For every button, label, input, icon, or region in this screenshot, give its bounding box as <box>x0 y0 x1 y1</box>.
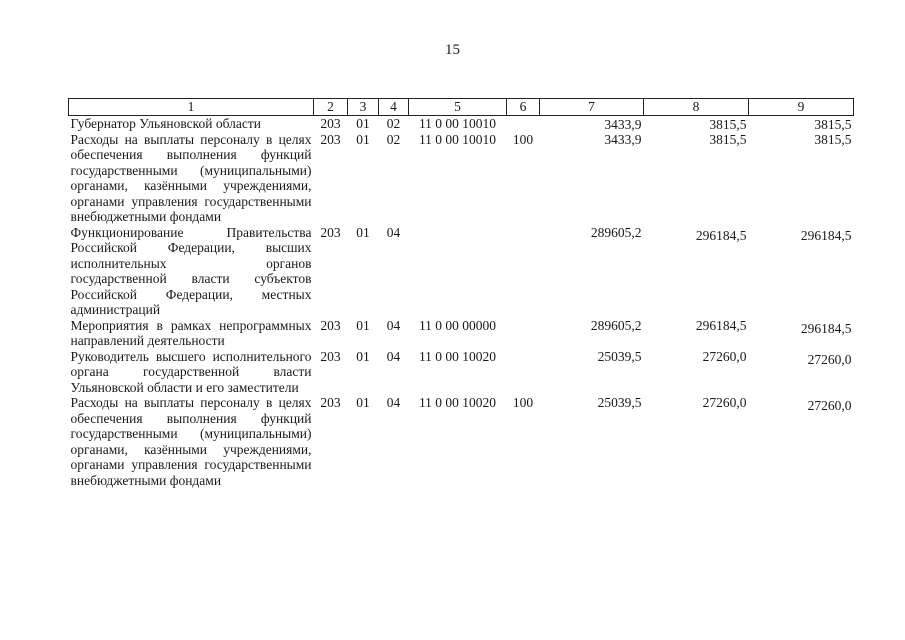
cell-year2: 27260,0 <box>702 395 747 410</box>
table-row <box>69 318 854 349</box>
cell-rz: 01 <box>356 131 370 147</box>
cell-year2: 3815,5 <box>709 117 747 132</box>
column-header-pr: 4 <box>379 99 409 116</box>
cell-year1: 25039,5 <box>597 348 642 364</box>
cell-pr: 02 <box>386 116 401 131</box>
cell-year2: 296184,5 <box>695 317 747 333</box>
cell-ved: 203 <box>320 116 341 131</box>
cell-pr: 02 <box>386 131 401 147</box>
cell-year3: 296184,5 <box>800 320 852 336</box>
cell-ved: 203 <box>320 317 341 333</box>
cell-rz: 01 <box>356 395 370 410</box>
cell-year3: 27260,0 <box>807 351 852 367</box>
column-header-csr: 5 <box>409 99 507 116</box>
cell-rz: 01 <box>356 317 370 333</box>
cell-year3: 3815,5 <box>814 117 852 132</box>
cell-pr: 04 <box>386 348 401 364</box>
column-header-ved: 2 <box>314 99 348 116</box>
column-header-name: 1 <box>69 99 314 116</box>
cell-csr: 11 0 00 00000 <box>418 317 497 333</box>
cell-vr <box>507 318 540 349</box>
cell-rz: 01 <box>356 348 370 364</box>
table-row <box>69 395 854 488</box>
cell-ved: 203 <box>320 224 341 240</box>
cell-vr: 100 <box>512 131 534 147</box>
cell-vr <box>507 116 540 132</box>
table-header-row <box>69 99 854 116</box>
page-number: 15 <box>445 42 460 58</box>
cell-csr: 11 0 00 10010 <box>418 116 497 131</box>
cell-ved: 203 <box>320 131 341 147</box>
cell-pr: 04 <box>386 224 401 240</box>
cell-year3: 27260,0 <box>807 398 852 413</box>
row-name: Губернатор Ульяновской области <box>70 116 262 131</box>
row-name: Функционирование Правительства Российской Федерации, высших исполнительных органов государственной власти субъектов Российской Федерации, местных администраций <box>70 224 312 317</box>
column-header-year3: 9 <box>749 99 854 116</box>
cell-year1: 3433,9 <box>604 117 642 132</box>
column-header-vr: 6 <box>507 99 540 116</box>
column-header-year2: 8 <box>644 99 749 116</box>
cell-csr <box>409 225 507 318</box>
table-row <box>69 116 854 132</box>
column-header-year1: 7 <box>540 99 644 116</box>
cell-csr: 11 0 00 10010 <box>418 131 497 147</box>
cell-year1: 289605,2 <box>590 317 642 333</box>
cell-year2: 296184,5 <box>695 227 747 243</box>
cell-year1: 289605,2 <box>590 224 642 240</box>
cell-ved: 203 <box>320 395 341 410</box>
row-name: Расходы на выплаты персоналу в целях обеспечения выполнения функций государственными (муниципальными) органами, казёнными учреждениями, органами управления государственными внебюджетными фондами <box>70 131 312 224</box>
cell-vr <box>507 349 540 396</box>
cell-vr <box>507 225 540 318</box>
cell-vr: 100 <box>512 395 534 410</box>
cell-year2: 3815,5 <box>709 131 747 147</box>
row-name: Руководитель высшего исполнительного органа государственной власти Ульяновской области и его заместители <box>70 348 312 395</box>
cell-year3: 3815,5 <box>814 131 852 147</box>
cell-pr: 04 <box>386 317 401 333</box>
table-row <box>69 225 854 318</box>
budget-table <box>68 98 854 488</box>
cell-ved: 203 <box>320 348 341 364</box>
row-name: Расходы на выплаты персоналу в целях обеспечения выполнения функций государственными (муниципальными) органами, казёнными учреждениями, органами управления государственными внебюджетными фондами <box>70 395 312 488</box>
cell-year2: 27260,0 <box>702 348 747 364</box>
cell-year3: 296184,5 <box>800 227 852 243</box>
cell-csr: 11 0 00 10020 <box>418 395 497 410</box>
cell-pr: 04 <box>386 395 401 410</box>
cell-rz: 01 <box>356 116 370 131</box>
cell-year1: 3433,9 <box>604 131 642 147</box>
column-header-rz: 3 <box>348 99 379 116</box>
table-row <box>69 349 854 396</box>
table-row <box>69 132 854 225</box>
cell-csr: 11 0 00 10020 <box>418 348 497 364</box>
cell-rz: 01 <box>356 224 370 240</box>
cell-year1: 25039,5 <box>597 395 642 410</box>
row-name: Мероприятия в рамках непрограммных направлений деятельности <box>70 317 312 348</box>
